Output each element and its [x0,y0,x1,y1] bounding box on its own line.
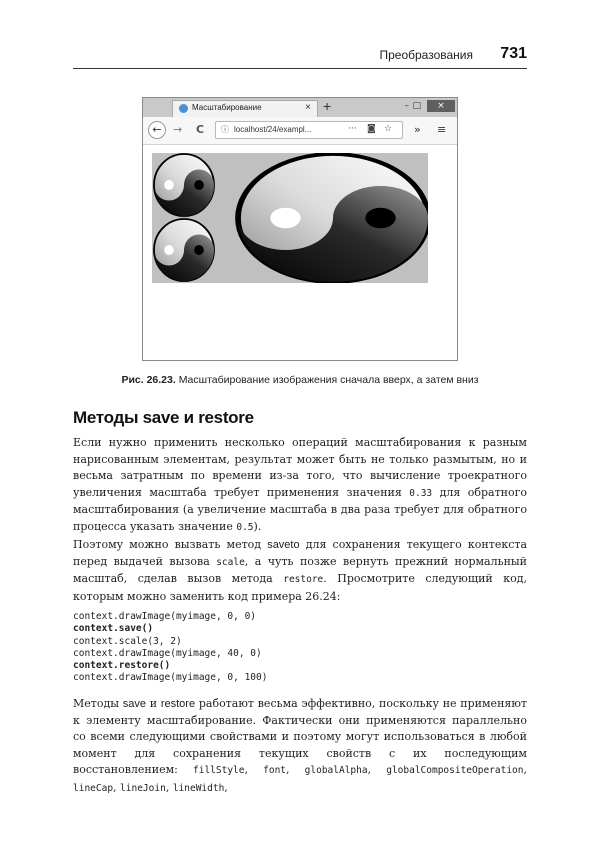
forward-button[interactable]: → [173,123,183,136]
para1-text-3: ). [253,519,262,533]
method-saveto: saveto [267,539,300,551]
running-title: Преобразования [379,48,473,62]
window-close-button[interactable]: × [427,100,455,112]
section-heading: Методы save и restore [73,408,254,427]
separator: , [244,763,264,777]
code-line: context.drawImage(myimage, 0, 0) [73,611,257,622]
code-restore: restore [283,574,324,586]
separator: , [224,780,228,794]
prop-linewidth: lineWidth [172,782,225,794]
figure-label: Рис. 26.23. [121,374,176,386]
code-line: context.restore() [73,660,171,672]
code-line: context.drawImage(myimage, 0, 100) [73,672,268,684]
canvas-svg [152,153,428,283]
page-header [73,46,527,68]
code-line: context.scale(3, 2) [73,635,182,647]
separator: , [523,763,527,777]
para3-text-3: работают весьма эффективно, поскольку не применяют к элементу масштабирование. Фактически они применяются параллельно со всеми следующими свойствами и поэтому могут использоваться в любой момент для сохранения текущих свойств с их последующим восстановлением: [73,697,527,777]
separator: , [165,780,173,794]
para2-text-3: , а чуть позже вернуть прежний нормальный масштаб, сделав вызов метода [73,554,527,586]
para3-text-2: и [146,697,161,710]
back-button[interactable]: ← [148,121,166,139]
figure-caption [73,374,527,386]
para2-text-2: для сохранения текущего контекста перед выдачей вызова [73,538,528,568]
code-scale: scale [216,556,245,568]
reload-button[interactable]: C [196,123,205,136]
tab-title: Масштабирование [192,103,262,112]
overflow-icon[interactable]: » [414,123,421,136]
header-rule [73,68,527,69]
code-value-05: 0.5 [236,521,254,533]
paragraph-1 [73,435,527,537]
browser-navbar [143,117,457,145]
code-value-033: 0.33 [409,487,433,499]
separator: , [113,780,121,794]
favicon-icon [179,104,188,113]
prop-font: font [263,765,287,777]
para2-text-1: Поэтому можно вызвать метод [73,538,268,551]
bookmark-star-icon[interactable]: ☆ [384,124,393,134]
url-text[interactable]: localhost/24/exampl... [234,125,312,134]
pocket-icon[interactable]: ◙ [367,124,376,134]
para1-text-1: Если нужно применить несколько операций масштабирования к разным нарисованным элементам, результат может быть не только размытым, но и весьма затратным по времени из-за того, что вычисление троекратного увеличения масштаба требует применения значения [73,436,527,499]
para1-text-2: для обратного масштабирования (а увеличение масштаба в два раза требует для обратного процесса указать значение [73,485,527,533]
more-actions-icon[interactable]: ··· [348,124,357,134]
method-save: save [122,698,147,710]
info-icon[interactable]: ⓘ [221,125,229,134]
prop-globalalpha: globalAlpha [304,765,368,777]
figure-caption-text: Масштабирование изображения сначала вверх, а затем вниз [178,374,479,386]
new-tab-button[interactable]: + [323,98,332,114]
yinyang-scaled [238,154,428,282]
code-line: context.drawImage(myimage, 40, 0) [73,647,262,659]
maximize-icon[interactable]: □ [412,101,421,111]
separator: , [367,763,387,777]
tab-close-icon[interactable]: × [305,102,311,113]
yinyang-original [154,154,214,216]
page-number: 731 [500,45,527,62]
prop-globalcompositeoperation: globalCompositeOperation [386,765,524,777]
paragraph-3 [73,696,527,798]
prop-linejoin: lineJoin [120,782,166,794]
yinyang-restored [154,219,214,281]
browser-tab[interactable] [172,100,318,117]
para3-text-1: Методы [73,697,123,710]
code-listing [73,611,267,685]
figure-browser-window [142,97,458,361]
url-bar[interactable] [215,121,403,139]
para2-text-4: . Просмотрите следующий код, которым можно заменить код примера 26.24: [73,572,527,603]
separator: , [286,763,305,777]
method-restore: restore [160,698,196,710]
code-line: context.save() [73,623,154,635]
prop-linecap: lineCap [73,782,114,794]
canvas-output [152,153,428,283]
menu-icon[interactable]: ≡ [437,123,447,136]
browser-titlebar [143,98,457,117]
prop-fillstyle: fillStyle [193,765,245,777]
paragraph-2 [73,537,527,605]
minimize-icon[interactable]: – [404,101,409,111]
